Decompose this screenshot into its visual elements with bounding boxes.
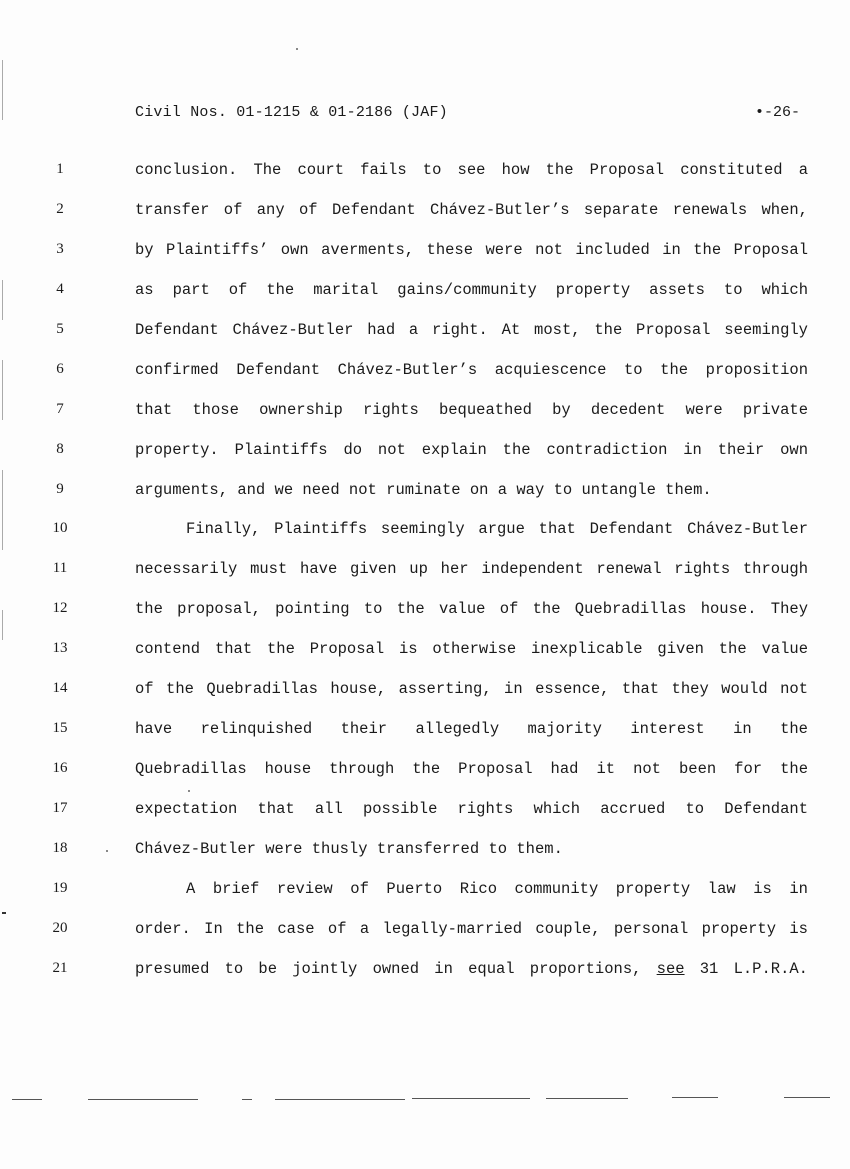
line-number: 14 — [52, 680, 68, 696]
scan-speck — [106, 850, 108, 852]
scan-speck — [188, 790, 190, 792]
text-line — [135, 959, 808, 979]
scan-edge-mark — [2, 280, 3, 320]
text-line: order. In the case of a legally-married couple, personal property is — [135, 920, 808, 938]
line-number: 15 — [52, 720, 68, 736]
case-caption: Civil Nos. 01-1215 & 01-2186 (JAF) — [135, 104, 448, 121]
text-line: contend that the Proposal is otherwise inexplicable given the value — [135, 640, 808, 658]
text-line: as part of the marital gains/community property assets to which — [135, 281, 808, 299]
text-line: Defendant Chávez-Butler had a right. At most, the Proposal seemingly — [135, 321, 808, 339]
scan-rule — [546, 1098, 628, 1099]
scan-edge-mark — [2, 470, 3, 550]
line-number: 19 — [52, 880, 68, 896]
scan-rule — [242, 1099, 252, 1100]
line-number: 7 — [56, 401, 64, 417]
text-line: the proposal, pointing to the value of the Quebradillas house. They — [135, 600, 808, 618]
text-segment: 31 L.P.R.A. — [684, 960, 808, 978]
text-line: arguments, and we need not ruminate on a way to untangle them. — [135, 481, 712, 499]
scan-rule — [12, 1099, 42, 1100]
paragraph-start-line: Finally, Plaintiffs seemingly argue that Defendant Chávez-Butler — [186, 520, 808, 538]
line-number: 12 — [52, 600, 68, 616]
text-line: have relinquished their allegedly majority interest in the — [135, 720, 808, 738]
scan-rule — [784, 1097, 830, 1098]
scan-edge-mark — [2, 60, 3, 120]
line-number: 21 — [52, 960, 68, 976]
line-number: 4 — [56, 281, 64, 297]
text-line: Quebradillas house through the Proposal had it not been for the — [135, 760, 808, 778]
line-number: 9 — [56, 481, 64, 497]
line-number: 3 — [56, 241, 64, 257]
text-line: that those ownership rights bequeathed by decedent were private — [135, 401, 808, 419]
text-line: conclusion. The court fails to see how the Proposal constituted a — [135, 161, 808, 179]
scan-rule — [275, 1099, 405, 1100]
scan-edge-mark — [2, 360, 3, 420]
line-number: 6 — [56, 361, 64, 377]
text-segment: presumed to be jointly owned in equal proportions, — [135, 960, 657, 978]
text-line: by Plaintiffs’ own averments, these were not included in the Proposal — [135, 241, 808, 259]
line-number: 2 — [56, 201, 64, 217]
line-number: 1 — [56, 161, 64, 177]
line-number: 10 — [52, 520, 68, 536]
line-number: 8 — [56, 441, 64, 457]
line-number: 5 — [56, 321, 64, 337]
line-number: 20 — [52, 920, 68, 936]
text-line: expectation that all possible rights which accrued to Defendant — [135, 800, 808, 818]
line-number: 13 — [52, 640, 68, 656]
scan-speck — [2, 912, 6, 914]
text-line: property. Plaintiffs do not explain the contradiction in their own — [135, 441, 808, 459]
page-number: •-26- — [755, 104, 801, 121]
line-number: 11 — [52, 560, 68, 576]
text-line: Chávez-Butler were thusly transferred to them. — [135, 840, 563, 858]
citation-signal: see — [656, 960, 685, 978]
scan-edge-mark — [2, 610, 3, 640]
text-line: necessarily must have given up her independent renewal rights through — [135, 560, 808, 578]
text-line: confirmed Defendant Chávez-Butler’s acquiescence to the proposition — [135, 361, 808, 379]
scan-rule — [672, 1097, 718, 1098]
line-number: 16 — [52, 760, 68, 776]
text-line: of the Quebradillas house, asserting, in essence, that they would not — [135, 680, 808, 698]
scan-rule — [412, 1098, 530, 1099]
text-line: transfer of any of Defendant Chávez-Butler’s separate renewals when, — [135, 201, 808, 219]
line-number: 17 — [52, 800, 68, 816]
scan-rule — [88, 1099, 198, 1100]
paragraph-start-line: A brief review of Puerto Rico community property law is in — [186, 880, 808, 898]
scan-speck — [296, 48, 298, 50]
line-number: 18 — [52, 840, 68, 856]
